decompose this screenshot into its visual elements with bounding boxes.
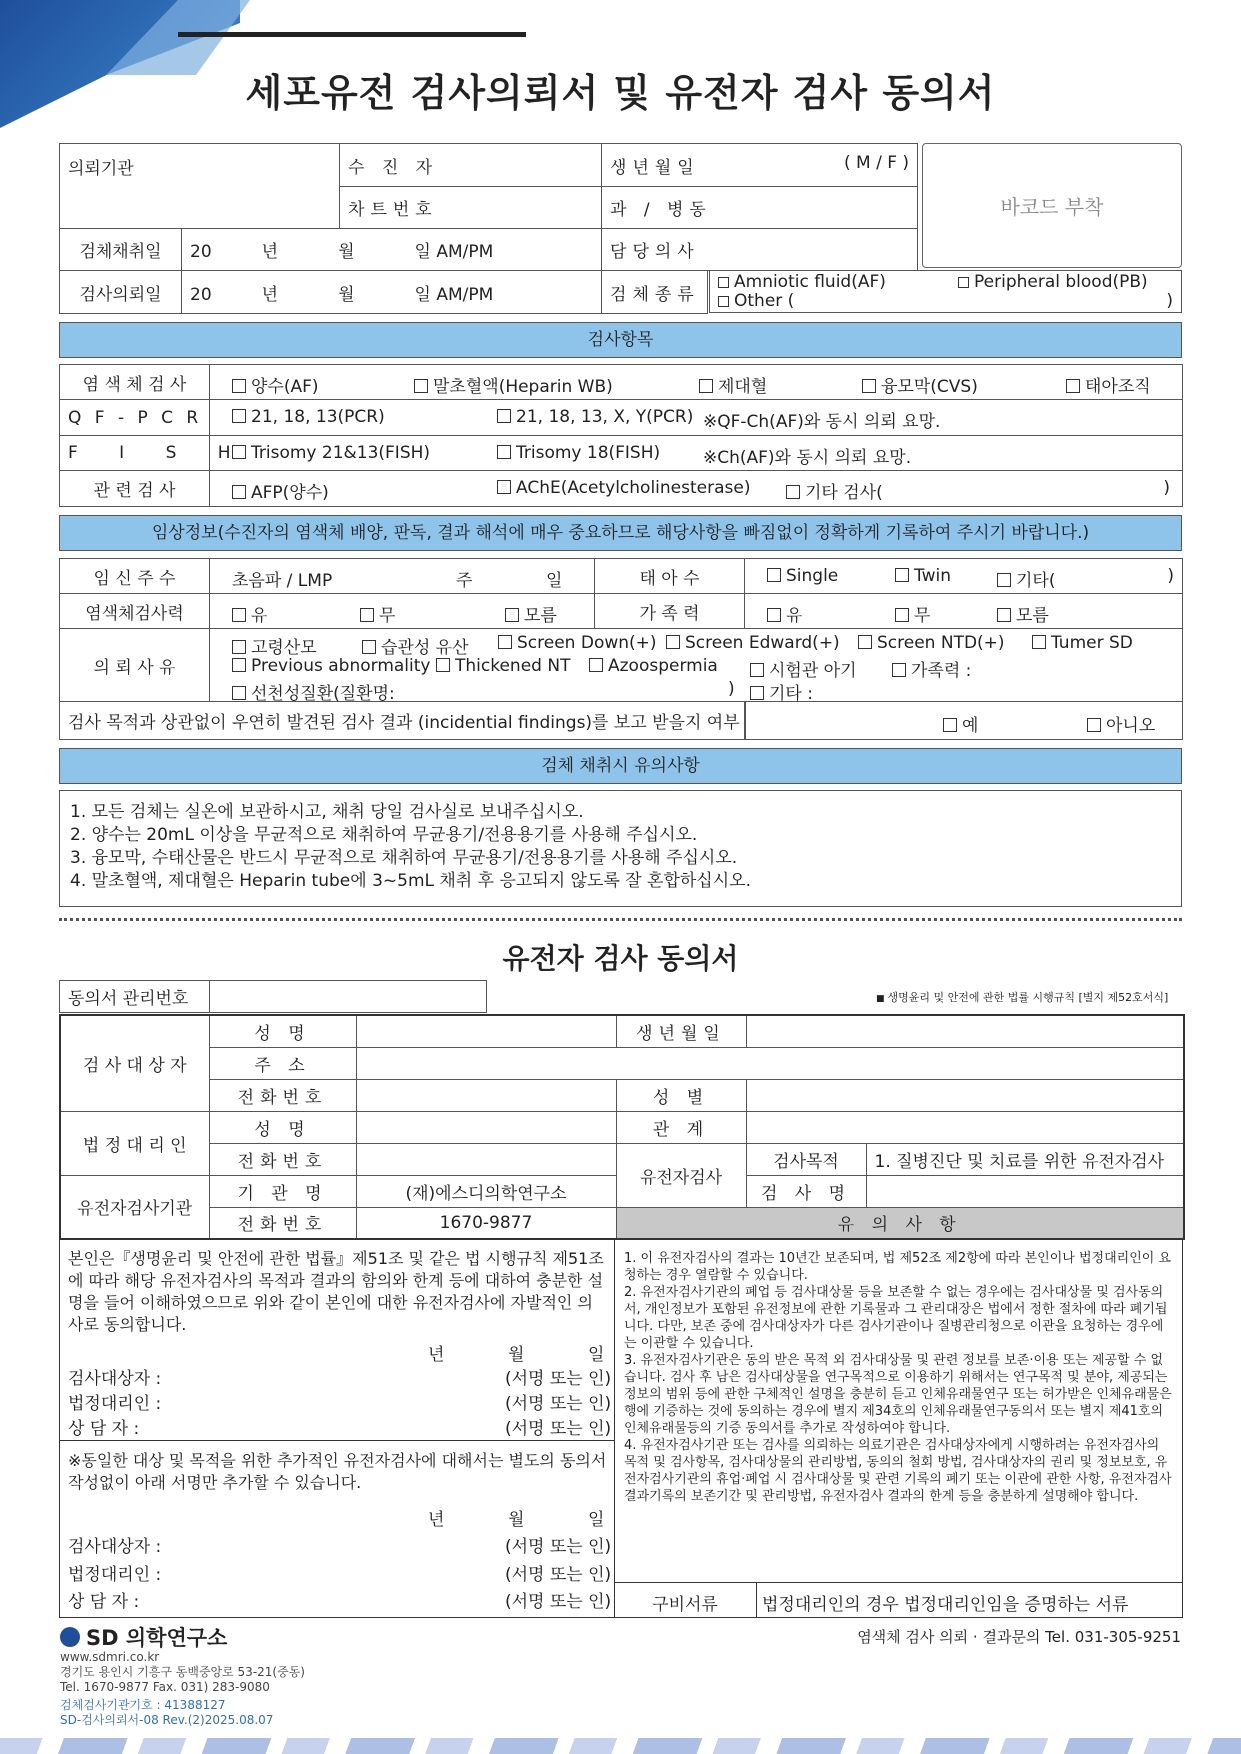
sex-label: 성 별 (616, 1079, 746, 1111)
signature-field[interactable]: (서명 또는 인) (505, 1565, 612, 1585)
footer-info (60, 1650, 305, 1728)
bottom-decoration (0, 1738, 1241, 1754)
subject-birth-field[interactable] (746, 1015, 1184, 1047)
doctor-label: 담당의사 (602, 229, 918, 271)
family-no-checkbox[interactable] (895, 608, 909, 622)
additional-note: ※동일한 대상 및 목적을 위한 추가적인 유전자검사에 대해서는 별도의 동의서 작성없이 아래 서명만 추가할 수 있습니다. (68, 1451, 607, 1492)
test-name-field[interactable] (866, 1175, 1184, 1207)
rep-relation-field[interactable] (746, 1111, 1184, 1143)
q2-label: 21, 18, 13, X, Y(PCR) (516, 407, 694, 427)
sd-logo-icon (60, 1627, 80, 1647)
single-checkbox[interactable] (767, 568, 781, 582)
r1-label: 고령산모 (251, 638, 317, 658)
logo-text: SD 의학연구소 (86, 1626, 228, 1650)
unknown-label: 모름 (1016, 606, 1049, 626)
no-label: 무 (379, 606, 396, 626)
signature-field[interactable]: (서명 또는 인) (505, 1394, 612, 1414)
law-reference (876, 989, 1168, 1005)
r11-checkbox[interactable] (892, 663, 906, 677)
pb-checkbox[interactable] (958, 277, 969, 288)
pb-label: Peripheral blood(PB) (974, 272, 1148, 292)
family-label: 가 족 력 (595, 594, 745, 629)
history-yes-checkbox[interactable] (232, 608, 246, 622)
signature-field[interactable]: (서명 또는 인) (505, 1537, 612, 1557)
year-label: 년 (261, 242, 279, 262)
r8-label: Thickened NT (455, 656, 571, 676)
page-title: 세포유전 검사의뢰서 및 유전자 검사 동의서 (245, 71, 996, 115)
r7-checkbox[interactable] (232, 658, 246, 672)
caution-line: 1. 모든 검체는 실온에 보관하시고, 채취 당일 검사실로 보내주십시오. (70, 802, 584, 822)
other-label: Other ( (734, 291, 795, 311)
unknown-label: 모름 (524, 606, 557, 626)
mgmt-label: 동의서 관리번호 (60, 981, 210, 1013)
clinical-header: 임상정보(수진자의 염색체 배양, 판독, 결과 해석에 매우 중요하므로 해당사항을 빠짐없이 정확하게 기록하여 주시기 바랍니다.) (59, 515, 1182, 551)
request-date-field[interactable] (182, 271, 602, 314)
consent-title: 유전자 검사 동의서 (502, 942, 739, 975)
docs-label: 구비서류 (652, 1595, 718, 1615)
day-label: 일 (588, 1510, 605, 1530)
footer-tel: Tel. 1670-9877 Fax. 031) 283-9080 (60, 1680, 270, 1694)
docs-value: 법정대리인의 경우 법정대리인임을 증명하는 서류 (762, 1595, 1129, 1615)
relation-label: 관 계 (616, 1111, 746, 1143)
r10-checkbox[interactable] (750, 663, 764, 677)
signature-field[interactable]: (서명 또는 인) (505, 1419, 612, 1439)
related-options (210, 471, 1183, 507)
specimen-type-label: 검체종류 (602, 271, 708, 314)
inst-name-label: 기 관 명 (209, 1175, 356, 1207)
rep-label: 법 정 대 리 인 (60, 1111, 209, 1175)
q2-checkbox[interactable] (497, 409, 511, 423)
gene-test-label: 유전자검사 (616, 1143, 746, 1207)
sig-rep-label: 법정대리인 : (68, 1394, 162, 1414)
day-label: 일 (588, 1345, 605, 1365)
twin-label: Twin (914, 566, 951, 586)
year-prefix: 20 (190, 242, 212, 262)
q1-label: 21, 18, 13(PCR) (251, 407, 385, 427)
week-label: 주 (456, 571, 473, 591)
year-label: 년 (428, 1345, 445, 1365)
caution-line: 2. 양수는 20mL 이상을 무균적으로 채취하여 무균용기/전용용기를 사용해 주십시오. (70, 825, 698, 845)
footer-revision: SD-검사의뢰서-08 Rev.(2)2025.08.07 (60, 1713, 274, 1727)
signature-field[interactable]: (서명 또는 인) (505, 1592, 612, 1612)
r10-label: 시험관 아기 (769, 661, 857, 681)
related-label: 관 련 검 사 (60, 471, 210, 507)
family-yes-checkbox[interactable] (767, 608, 781, 622)
r8-checkbox[interactable] (436, 658, 450, 672)
fetus-label: 태 아 수 (595, 559, 745, 594)
day-label: 일 AM/PM (414, 284, 494, 305)
name-label: 성 명 (209, 1111, 356, 1143)
qfpcr-options (210, 400, 1183, 436)
footer-code: 검체검사기관기호 : 41388127 (60, 1698, 226, 1712)
yes-label: 유 (251, 606, 268, 626)
r3-checkbox[interactable] (786, 485, 800, 499)
q1-checkbox[interactable] (232, 409, 246, 423)
notice-header: 유 의 사 항 (616, 1207, 1184, 1239)
year-label: 년 (261, 284, 279, 305)
c5-checkbox[interactable] (1066, 379, 1080, 393)
birth-label: 생년월일 (616, 1015, 746, 1047)
institution-label: 의뢰기관 (60, 144, 340, 229)
reason-options (210, 629, 1183, 702)
notice-item: 4. 유전자검사기관 또는 검사를 의뢰하는 의료기관은 검사대상자에게 시행하려는 유전자검사의 목적 및 검사항목, 검사대상물의 관리방법, 동의의 철회 방법, 검사대상자의 권리 및 정보보호, 유전자검사기관의 휴업·폐업 시 검사대상물 및 관련 기록의 폐기 또는 이관에 관한 사항, 유전자검사 결과기록의 보존기간 및 관리방법, 유전자검사 결과의 한계 등을 충분하게 설명해야 합니다. (624, 1438, 1172, 1504)
test-name-label: 검 사 명 (746, 1175, 866, 1207)
etc-label: 기타( (1016, 571, 1056, 591)
c2-checkbox[interactable] (414, 379, 428, 393)
subject-phone-field[interactable] (356, 1079, 616, 1111)
etc-checkbox[interactable] (997, 573, 1011, 587)
subject-name-field[interactable] (356, 1015, 616, 1047)
history-label: 염색체검사력 (60, 594, 210, 629)
request-date-label: 검사의뢰일 (60, 271, 182, 314)
month-label: 월 (338, 242, 355, 262)
yes-label: 유 (786, 606, 803, 626)
r14-checkbox[interactable] (750, 686, 764, 700)
r1-label: AFP(양수) (251, 483, 329, 503)
birth-label: 생년월일 (610, 157, 700, 178)
phone-label: 전화번호 (209, 1079, 356, 1111)
f2-label: Trisomy 18(FISH) (516, 443, 661, 463)
chromosome-options (210, 365, 1183, 400)
history-unknown-checkbox[interactable] (505, 608, 519, 622)
history-options (210, 594, 595, 629)
f1-checkbox[interactable] (232, 445, 246, 459)
r3-label: Screen Down(+) (517, 633, 657, 653)
r4-checkbox[interactable] (666, 635, 680, 649)
year-prefix: 20 (190, 284, 212, 305)
law-text: 생명윤리 및 안전에 관한 법률 시행규칙 [별지 제52호서식] (887, 991, 1169, 1004)
fish-options (210, 436, 1183, 471)
c4-label: 융모막(CVS) (881, 377, 978, 397)
address-label: 주 소 (209, 1047, 356, 1079)
af-checkbox[interactable] (718, 277, 729, 288)
clinical-table (59, 558, 1183, 740)
r4-label: Screen Edward(+) (685, 633, 840, 653)
ga-label: 임 신 주 수 (60, 559, 210, 594)
square-bullet-icon: ■ (876, 994, 885, 1004)
r7-label: Previous abnormality (251, 656, 431, 676)
c4-checkbox[interactable] (862, 379, 876, 393)
r9-label: Azoospermia (608, 656, 718, 676)
divider (59, 1440, 615, 1441)
r14-label: 기타 : (769, 684, 813, 704)
patient-label: 수 진 자 (340, 144, 602, 187)
fish-label: F I S H (60, 436, 210, 471)
qfpcr-label: Q F - P C R (60, 400, 210, 436)
specimen-options (709, 270, 1182, 313)
af-label: Amniotic fluid(AF) (734, 272, 886, 292)
incidental-options (745, 702, 1183, 740)
phone-label: 전화번호 (209, 1207, 356, 1239)
sig-subject-label: 검사대상자 : (68, 1369, 162, 1389)
c1-checkbox[interactable] (232, 379, 246, 393)
inst-name-value: (재)에스디의학연구소 (356, 1175, 616, 1207)
r3-checkbox[interactable] (498, 635, 512, 649)
inc-no-label: 아니오 (1106, 716, 1156, 736)
sig-counsel-label: 상 담 자 : (68, 1592, 140, 1612)
sig-subject-label: 검사대상자 : (68, 1537, 162, 1557)
birth-cell[interactable] (602, 144, 918, 187)
subject-label: 검 사 대 상 자 (60, 1015, 209, 1111)
history-no-checkbox[interactable] (360, 608, 374, 622)
r2-label: 습관성 유산 (381, 638, 469, 658)
consent-table (59, 1014, 1185, 1240)
consent-statement: 본인은『생명윤리 및 안전에 관한 법률』제51조 및 같은 법 시행규칙 제51조에 따라 해당 유전자검사의 목적과 결과의 함의와 한계 등에 대하여 충분한 설명을 들어 이해하였으므로 위와 같이 본인에 대한 유전자검사에 자발적인 의사로 동의합니다. (68, 1249, 604, 1334)
dept-label: 과 / 병동 (602, 187, 918, 229)
paren: ) (1166, 291, 1173, 311)
caution-header: 검체 채취시 유의사항 (59, 748, 1182, 784)
c1-label: 양수(AF) (251, 377, 319, 397)
r12-label: 선천성질환(질환명: (251, 684, 395, 704)
other-checkbox[interactable] (718, 296, 729, 307)
c3-label: 제대혈 (718, 377, 768, 397)
purpose-label: 검사목적 (746, 1143, 866, 1175)
incidental-yes-checkbox[interactable] (943, 718, 957, 732)
ga-value: 초음파 / LMP (232, 571, 333, 591)
f1-label: Trisomy 21&13(FISH) (251, 443, 431, 463)
notice-item: 3. 유전자검사기관은 동의 받은 목적 외 검사대상물 및 관련 정보를 보존·이용 또는 제공할 수 없습니다. 검사 후 남은 검사대상물을 연구목적으로 이용하기 위해서는 연구목적 및 분야, 제공되는 정보의 범위 등에 관한 구체적인 설명을 충분히 듣고 인체유래물연구 또는 허가받은 인체유래물은행에 기증하는 것에 동의하는 경우에 별지 제34호의 인체유래물연구동의서 또는 별지 제41호의 인체유래물등의 기증 동의서를 추가로 작성하여야 합니다. (624, 1353, 1172, 1436)
test-items-table (59, 364, 1183, 507)
r12-checkbox[interactable] (232, 686, 246, 700)
subject-sex-field[interactable] (746, 1079, 1184, 1111)
divider (614, 1240, 615, 1618)
footer-address: 경기도 용인시 기흥구 동백중앙로 53-21(중동) (60, 1665, 305, 1679)
signature-field[interactable]: (서명 또는 인) (505, 1369, 612, 1389)
r13-paren: ) (728, 679, 735, 699)
incidental-no-checkbox[interactable] (1087, 718, 1101, 732)
month-label: 월 (508, 1510, 525, 1530)
q3-note: ※QF-Ch(AF)와 동시 의뢰 요망. (703, 412, 941, 432)
f2-checkbox[interactable] (497, 445, 511, 459)
c3-checkbox[interactable] (699, 379, 713, 393)
header-rule (178, 32, 526, 37)
purpose-value: 1. 질병진단 및 치료를 위한 유전자검사 (866, 1143, 1184, 1175)
r5-label: Screen NTD(+) (877, 633, 1005, 653)
r1-checkbox[interactable] (232, 640, 246, 654)
institution-label: 유전자검사기관 (60, 1175, 209, 1239)
mgmt-table (59, 980, 487, 1013)
footer-contact: 염색체 검사 의뢰 · 결과문의 Tel. 031-305-9251 (857, 1628, 1181, 1646)
r6-checkbox[interactable] (1032, 635, 1046, 649)
divider (756, 1582, 757, 1618)
sex-label: ( M / F ) (843, 152, 910, 173)
inst-phone-value: 1670-9877 (356, 1207, 616, 1239)
family-unknown-checkbox[interactable] (997, 608, 1011, 622)
single-label: Single (786, 566, 839, 586)
incidental-label: 검사 목적과 상관없이 우연히 발견된 검사 결과 (incidential findings)를 보고 받을지 여부 (60, 702, 745, 740)
caution-notes (59, 790, 1182, 907)
logo (60, 1622, 227, 1652)
family-options (745, 594, 1183, 629)
notice-list (624, 1250, 1174, 1505)
day-label: 일 (546, 571, 563, 591)
collect-date-field[interactable] (182, 229, 602, 271)
footer-url: www.sdmri.co.kr (60, 1650, 160, 1664)
subject-address-field[interactable] (356, 1047, 1184, 1079)
notice-item: 1. 이 유전자검사의 결과는 10년간 보존되며, 법 제52조 제2항에 따라 본인이나 법정대리인이 요청하는 경우 열람할 수 있습니다. (624, 1251, 1172, 1283)
barcode-area: 바코드 부착 (922, 143, 1182, 268)
no-label: 무 (914, 606, 931, 626)
phone-label: 전화번호 (209, 1143, 356, 1175)
rep-name-field[interactable] (356, 1111, 616, 1143)
year-label: 년 (428, 1510, 445, 1530)
sig-counsel-label: 상 담 자 : (68, 1419, 140, 1439)
month-label: 월 (508, 1345, 525, 1365)
r6-label: Tumer SD (1051, 633, 1133, 653)
twin-checkbox[interactable] (895, 568, 909, 582)
name-label: 성 명 (209, 1015, 356, 1047)
c5-label: 태아조직 (1085, 377, 1151, 397)
month-label: 월 (338, 284, 355, 305)
r2-checkbox[interactable] (497, 480, 511, 494)
r1-checkbox[interactable] (232, 485, 246, 499)
r2-label: AChE(Acetylcholinesterase) (516, 478, 751, 498)
r2-checkbox[interactable] (362, 640, 376, 654)
reason-label: 의 뢰 사 유 (60, 629, 210, 702)
paren: ) (1167, 566, 1174, 586)
inc-yes-label: 예 (962, 716, 979, 736)
c2-label: 말초혈액(Heparin WB) (433, 377, 613, 397)
fetus-options (745, 559, 1183, 594)
r11-label: 가족력 : (911, 661, 972, 681)
collect-date-label: 검체채취일 (60, 229, 182, 271)
r3-label: 기타 검사( (805, 483, 883, 503)
cut-line (59, 918, 1182, 921)
ga-field[interactable] (210, 559, 595, 594)
chromosome-label: 염 색 체 검 사 (60, 365, 210, 400)
mgmt-field[interactable] (210, 981, 487, 1013)
caution-line: 4. 말초혈액, 제대혈은 Heparin tube에 3~5mL 채취 후 응고되지 않도록 잘 혼합하십시오. (70, 871, 751, 891)
divider (614, 1582, 1183, 1583)
day-label: 일 AM/PM (414, 242, 494, 262)
r5-checkbox[interactable] (858, 635, 872, 649)
r9-checkbox[interactable] (589, 658, 603, 672)
chart-no-label: 차트번호 (340, 187, 602, 229)
test-items-header: 검사항목 (59, 322, 1182, 358)
sig-rep-label: 법정대리인 : (68, 1565, 162, 1585)
caution-line: 3. 융모막, 수태산물은 반드시 무균적으로 채취하여 무균용기/전용용기를 사용해 주십시오. (70, 848, 738, 868)
notice-item: 2. 유전자검사기관의 폐업 등 검사대상물 등을 보존할 수 없는 경우에는 검사대상물 및 검사동의서, 개인정보가 포함된 유전정보에 관한 기록물과 그 관리대장은 법에서 정한 절차에 따라 폐기됩니다. 다만, 보존 중에 검사대상자가 다른 검사기관이나 질병관리청으로 이관을 요청하는 경우에는 이관할 수 있습니다. (624, 1285, 1168, 1351)
f3-note: ※Ch(AF)와 동시 의뢰 요망. (703, 448, 912, 468)
rep-phone-field[interactable] (356, 1143, 616, 1175)
r4-paren: ) (1163, 478, 1170, 498)
